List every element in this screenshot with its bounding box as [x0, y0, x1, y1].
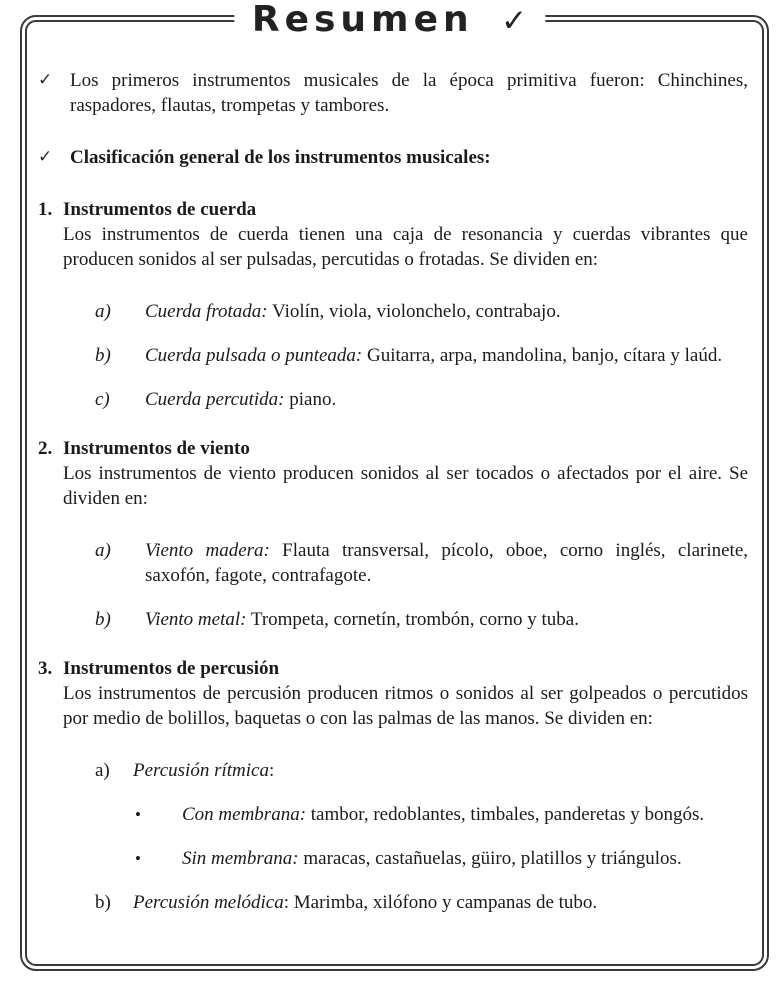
section-body — [63, 436, 748, 632]
item-label: Sin membrana: — [182, 848, 299, 869]
list-item-con-membrana — [135, 802, 748, 827]
item-text — [182, 802, 748, 827]
list-item-cuerda-frotada — [95, 299, 748, 324]
section-description: Los instrumentos de viento producen sonidos al ser tocados o afectados por el aire. Se dividen en: — [63, 463, 748, 509]
check-item-primitive-instruments — [38, 68, 748, 118]
item-marker: a) — [95, 760, 110, 781]
item-value: Violín, viola, violonchelo, contrabajo. — [267, 301, 561, 322]
title-text: Resumen — [251, 0, 474, 40]
section-heading: Instrumentos de percusión — [63, 658, 280, 679]
item-value: : — [268, 760, 275, 781]
list-item-viento-metal — [95, 607, 748, 632]
item-marker: b) — [95, 609, 111, 630]
check-icon: ✓ — [38, 147, 53, 167]
section-body — [63, 656, 748, 915]
section-heading: Instrumentos de viento — [63, 438, 250, 459]
item-value: piano. — [284, 389, 337, 410]
section-description: Los instrumentos de percusión producen ritmos o sonidos al ser golpeados o percutidos por medio de bolillos, baquetas o con las palmas de las manos. Se dividen en: — [63, 683, 748, 729]
content — [38, 68, 748, 915]
check-item-text: Los primeros instrumentos musicales de la época primitiva fueron: Chinchines, raspadores, flautas, trompetas y tambores. — [70, 70, 748, 116]
list-item-viento-madera — [95, 538, 748, 588]
item-label: Con membrana: — [182, 804, 307, 825]
check-item-classification — [38, 145, 748, 170]
item-label: Viento madera: — [145, 540, 270, 561]
section-body — [63, 197, 748, 412]
list-item-sin-membrana — [135, 846, 748, 871]
item-marker: a) — [95, 301, 111, 322]
list-item-percusion-melodica — [95, 890, 748, 915]
list-item-cuerda-percutida — [95, 387, 748, 412]
item-label: Percusión rítmica — [133, 760, 269, 781]
bullet-dot: • — [135, 849, 141, 868]
check-item-text: Clasificación general de los instrumentos musicales: — [70, 147, 491, 168]
item-value: tambor, redoblantes, timbales, panderetas y bongós. — [306, 804, 705, 825]
list-item-cuerda-pulsada — [95, 343, 748, 368]
check-icon: ✓ — [38, 70, 53, 90]
section-viento — [38, 436, 748, 632]
section-number: 2. — [38, 438, 53, 459]
item-marker: b) — [95, 892, 111, 913]
section-number: 1. — [38, 199, 53, 220]
section-heading: Instrumentos de cuerda — [63, 199, 257, 220]
item-label: Cuerda percutida: — [145, 389, 285, 410]
item-value: maracas, castañuelas, güiro, platillos y triángulos. — [298, 848, 682, 869]
list-item-percusion-ritmica — [95, 758, 748, 783]
title-check-icon: ✓ — [501, 3, 528, 39]
item-marker: c) — [95, 389, 110, 410]
section-number: 3. — [38, 658, 53, 679]
item-text — [133, 758, 748, 783]
item-label: Percusión melódica — [133, 892, 284, 913]
item-text — [182, 846, 748, 871]
bullet-dot: • — [135, 805, 141, 824]
item-marker: b) — [95, 345, 111, 366]
item-text — [145, 343, 748, 368]
section-description: Los instrumentos de cuerda tienen una caja de resonancia y cuerdas vibrantes que producen sonidos al ser pulsadas, percutidas o frotadas. Se dividen en: — [63, 224, 748, 270]
item-label: Cuerda frotada: — [145, 301, 268, 322]
item-value: Guitarra, arpa, mandolina, banjo, cítara y laúd. — [362, 345, 723, 366]
item-text — [133, 890, 748, 915]
page-title — [234, 0, 545, 45]
item-value: Trompeta, cornetín, trombón, corno y tuba. — [246, 609, 579, 630]
item-text — [145, 607, 748, 632]
item-text — [145, 538, 748, 588]
item-text — [145, 299, 748, 324]
section-cuerda — [38, 197, 748, 412]
item-text — [145, 387, 748, 412]
item-value: Flauta transversal, pícolo, oboe, corno inglés, clarinete, saxofón, fagote, contrafagote. — [145, 540, 748, 586]
item-label: Viento metal: — [145, 609, 247, 630]
section-percusion — [38, 656, 748, 915]
item-value: : Marimba, xilófono y campanas de tubo. — [283, 892, 598, 913]
item-marker: a) — [95, 540, 111, 561]
item-label: Cuerda pulsada o punteada: — [145, 345, 363, 366]
